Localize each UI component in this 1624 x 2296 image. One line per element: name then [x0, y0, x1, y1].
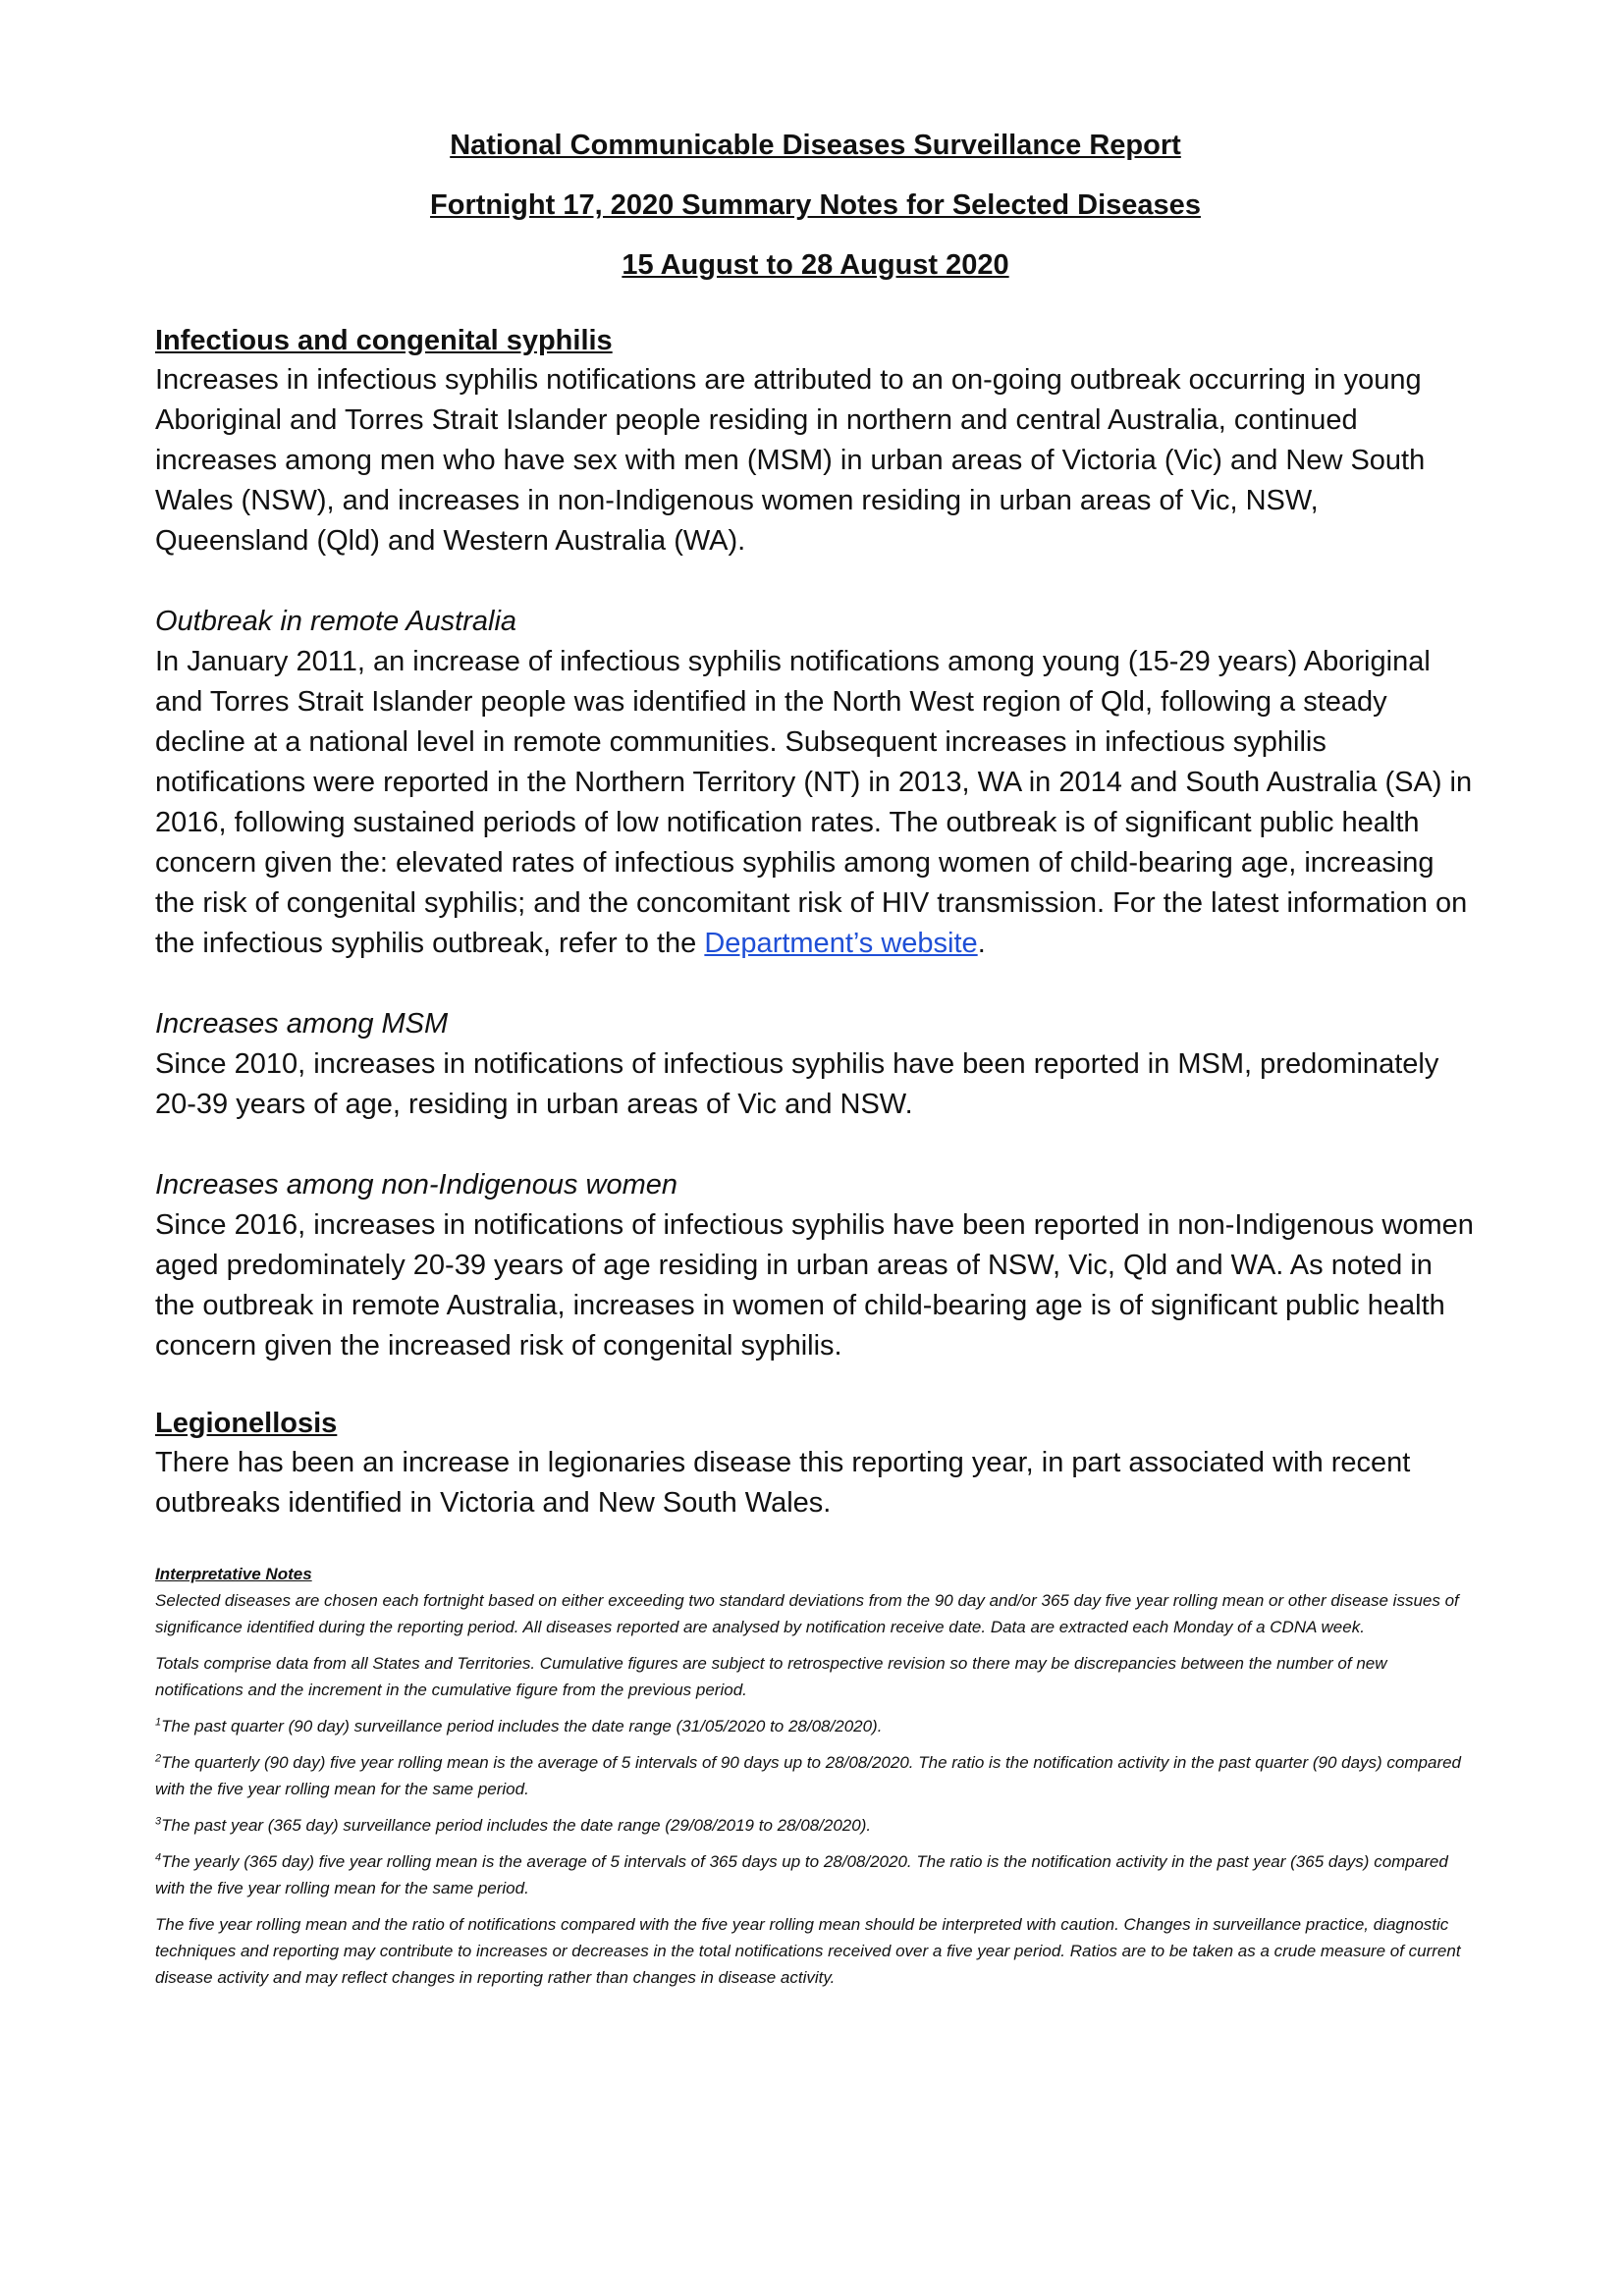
interpretative-notes — [155, 1561, 1476, 1991]
notes-paragraph: Selected diseases are chosen each fortnight based on either exceeding two standard deviations from the 90 day and/or 365 day five year rolling mean or other disease issues of significance identified during the reporting period. All diseases reported are analysed by notification receive date. Data are extracted each Monday of a CDNA week. — [155, 1591, 1459, 1636]
notes-heading: Interpretative Notes — [155, 1565, 312, 1583]
department-website-link[interactable]: Department’s website — [704, 928, 978, 959]
notes-footnote-2 — [155, 1749, 1476, 1802]
document-page — [155, 116, 1476, 1991]
section-heading-legionellosis: Legionellosis — [155, 1408, 338, 1439]
subheading-msm: Increases among MSM — [155, 1008, 449, 1040]
report-date-range: 15 August to 28 August 2020 — [622, 249, 1009, 281]
report-title-block — [155, 116, 1476, 295]
notes-footnote-3 — [155, 1812, 1476, 1839]
subheading-non-indigenous-women: Increases among non-Indigenous women — [155, 1169, 677, 1201]
remote-outbreak-body: In January 2011, an increase of infectious syphilis notifications among young (15-29 years) Aboriginal and Torres Strait Islander people was identified in the North West region of Qld, following a steady decline at a national level in remote communities. Subsequent increases in infectious syphilis notifications were reported in the Northern Territory (NT) in 2013, WA in 2014 and South Australia (SA) in 2016, following sustained periods of low notification rates. The outbreak is of significant public health concern given the: elevated rates of infectious syphilis among women of child-bearing age, increasing the risk of congenital syphilis; and the concomitant risk of HIV transmission. For the latest information on the infectious syphilis outbreak, refer to the — [155, 646, 1473, 959]
non-indigenous-women-text: Since 2016, increases in notifications of infectious syphilis have been reported in non-Indigenous women aged predominately 20-39 years of age residing in urban areas of NSW, Vic, Qld and WA. As noted in the outbreak in remote Australia, increases in women of child-bearing age is of significant public health concern given the increased risk of congenital syphilis. — [155, 1209, 1474, 1362]
notes-paragraph: The five year rolling mean and the ratio of notifications compared with the five year rolling mean should be interpreted with caution. Changes in surveillance practice, diagnostic techniques and reporting may contribute to increases or decreases in the total notifications received over a five year period. Ratios are to be taken as a crude measure of current disease activity and may reflect changes in reporting rather than changes in disease activity. — [155, 1915, 1461, 1987]
notes-footnote-4 — [155, 1848, 1476, 1901]
subheading-remote-outbreak: Outbreak in remote Australia — [155, 606, 517, 637]
section-heading-syphilis: Infectious and congenital syphilis — [155, 325, 613, 356]
footnote-text: The past quarter (90 day) surveillance period includes the date range (31/05/2020 to 28/08/2020). — [161, 1717, 883, 1735]
footnote-marker: 1 — [155, 1716, 162, 1729]
report-title: National Communicable Diseases Surveillance Report — [450, 130, 1181, 161]
footnote-marker: 3 — [155, 1815, 162, 1828]
footnote-marker: 2 — [155, 1752, 162, 1765]
msm-text: Since 2010, increases in notifications of infectious syphilis have been reported in MSM, predominately 20-39 years of age, residing in urban areas of Vic and NSW. — [155, 1048, 1439, 1120]
remote-outbreak-period: . — [977, 928, 986, 959]
footnote-text: The quarterly (90 day) five year rolling mean is the average of 5 intervals of 90 days up to 28/08/2020. The ratio is the notification activity in the past quarter (90 days) compared with the five year rolling mean for the same period. — [155, 1753, 1462, 1798]
syphilis-intro: Increases in infectious syphilis notifications are attributed to an on-going outbreak occurring in young Aboriginal and Torres Strait Islander people residing in northern and central Australia, continued increases among men who have sex with men (MSM) in urban areas of Victoria (Vic) and New South Wales (NSW), and increases in non-Indigenous women residing in urban areas of Vic, NSW, Queensland (Qld) and Western Australia (WA). — [155, 364, 1426, 557]
footnote-text: The past year (365 day) surveillance period includes the date range (29/08/2019 to 28/08/2020). — [161, 1816, 872, 1835]
notes-paragraph: Totals comprise data from all States and Territories. Cumulative figures are subject to retrospective revision so there may be discrepancies between the number of new notifications and the increment in the cumulative figure from the previous period. — [155, 1654, 1387, 1699]
remote-outbreak-text — [155, 642, 1476, 964]
legionellosis-text: There has been an increase in legionaries disease this reporting year, in part associated with recent outbreaks identified in Victoria and New South Wales. — [155, 1447, 1411, 1519]
report-subtitle: Fortnight 17, 2020 Summary Notes for Selected Diseases — [430, 189, 1201, 221]
notes-footnote-1 — [155, 1713, 1476, 1739]
footnote-text: The yearly (365 day) five year rolling mean is the average of 5 intervals of 365 days up to 28/08/2020. The ratio is the notification activity in the past year (365 days) compared with the five year rolling mean for the same period. — [155, 1852, 1448, 1897]
footnote-marker: 4 — [155, 1851, 162, 1864]
